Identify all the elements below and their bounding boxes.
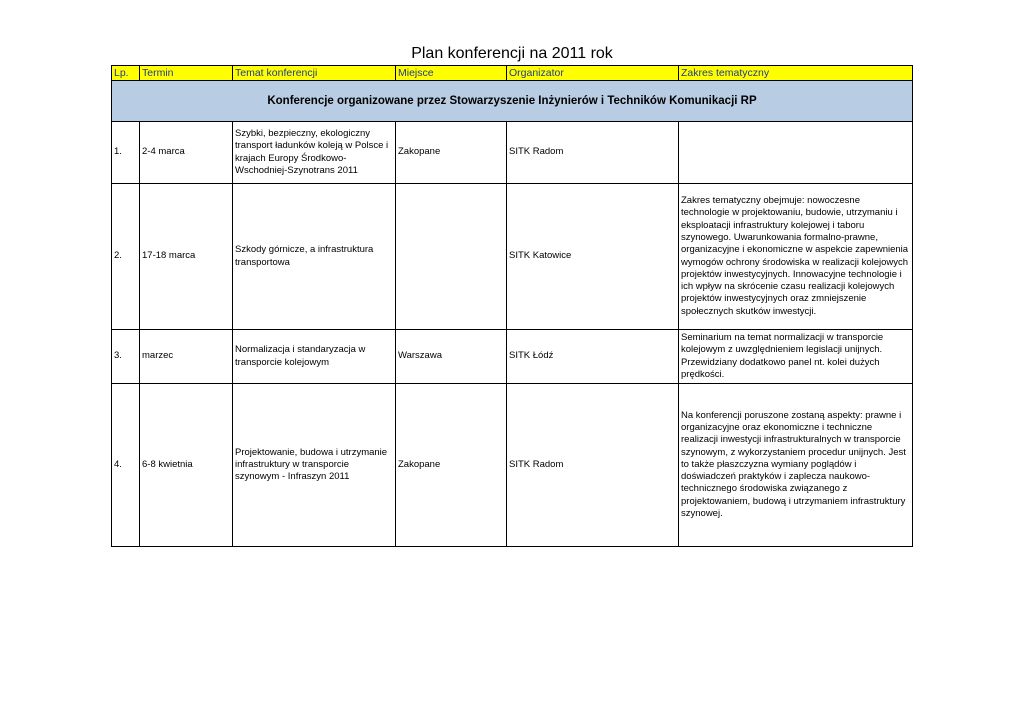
cell-termin: 17-18 marca xyxy=(140,184,233,330)
column-header-temat: Temat konferencji xyxy=(233,66,396,81)
cell-lp: 4. xyxy=(112,384,140,547)
cell-miejsce xyxy=(396,184,507,330)
cell-termin: 2-4 marca xyxy=(140,122,233,184)
cell-lp: 3. xyxy=(112,330,140,384)
column-header-miejsce: Miejsce xyxy=(396,66,507,81)
cell-miejsce: Zakopane xyxy=(396,122,507,184)
cell-lp: 1. xyxy=(112,122,140,184)
table-row xyxy=(112,330,913,384)
cell-miejsce: Warszawa xyxy=(396,330,507,384)
cell-temat: Projektowanie, budowa i utrzymanie infrastruktury w transporcie szynowym - Infraszyn 2011 xyxy=(233,384,396,547)
column-header-organizator: Organizator xyxy=(507,66,679,81)
column-header-lp: Lp. xyxy=(112,66,140,81)
header-row xyxy=(112,66,913,81)
cell-zakres: Zakres tematyczny obejmuje: nowoczesne technologie w projektowaniu, budowie, utrzymaniu i eksploatacji infrastruktury kolejowej i taboru szynowego. Uwarunkowania formalno-prawne, organizacyjne i ekonomiczne w aspekcie zapewnienia wymogów ochrony środowiska w realizacji kolejowych projektów inwestycyjnych. Innowacyjne technologie i ich wpływ na skrócenie czasu realizacji kolejowych projektów inwestycyjnych oraz zmniejszenie społecznych skutków inwestycji. xyxy=(679,184,913,330)
table-row xyxy=(112,384,913,547)
conference-table xyxy=(111,65,913,547)
cell-temat: Normalizacja i standaryzacja w transporcie kolejowym xyxy=(233,330,396,384)
section-title: Konferencje organizowane przez Stowarzyszenie Inżynierów i Techników Komunikacji RP xyxy=(112,81,913,122)
section-row xyxy=(112,81,913,122)
page-title: Plan konferencji na 2011 rok xyxy=(411,45,613,62)
cell-termin: marzec xyxy=(140,330,233,384)
table-row xyxy=(112,184,913,330)
cell-lp: 2. xyxy=(112,184,140,330)
cell-organizator: SITK Radom xyxy=(507,384,679,547)
column-header-termin: Termin xyxy=(140,66,233,81)
cell-zakres xyxy=(679,122,913,184)
cell-organizator: SITK Łódź xyxy=(507,330,679,384)
cell-organizator: SITK Radom xyxy=(507,122,679,184)
cell-temat: Szkody górnicze, a infrastruktura transportowa xyxy=(233,184,396,330)
column-header-zakres: Zakres tematyczny xyxy=(679,66,913,81)
cell-organizator: SITK Katowice xyxy=(507,184,679,330)
cell-temat: Szybki, bezpieczny, ekologiczny transport ładunków koleją w Polsce i krajach Europy Środkowo-Wschodniej-Szynotrans 2011 xyxy=(233,122,396,184)
cell-termin: 6-8 kwietnia xyxy=(140,384,233,547)
table-row xyxy=(112,122,913,184)
cell-zakres: Seminarium na temat normalizacji w transporcie kolejowym z uwzględnieniem legislacji unijnych. Przewidziany dodatkowo panel nt. kolei dużych prędkości. xyxy=(679,330,913,384)
cell-zakres: Na konferencji poruszone zostaną aspekty: prawne i organizacyjne oraz ekonomiczne i techniczne realizacji inwestycji infrastrukturalnych w transporcie szynowym, z wykorzystaniem procedur unijnych. Jest to także płaszczyzna wymiany poglądów i doświadczeń praktyków i zaplecza naukowo-technicznego środowiska związanego z projektowaniem, budową i utrzymaniem infrastruktury szynowej. xyxy=(679,384,913,547)
cell-miejsce: Zakopane xyxy=(396,384,507,547)
